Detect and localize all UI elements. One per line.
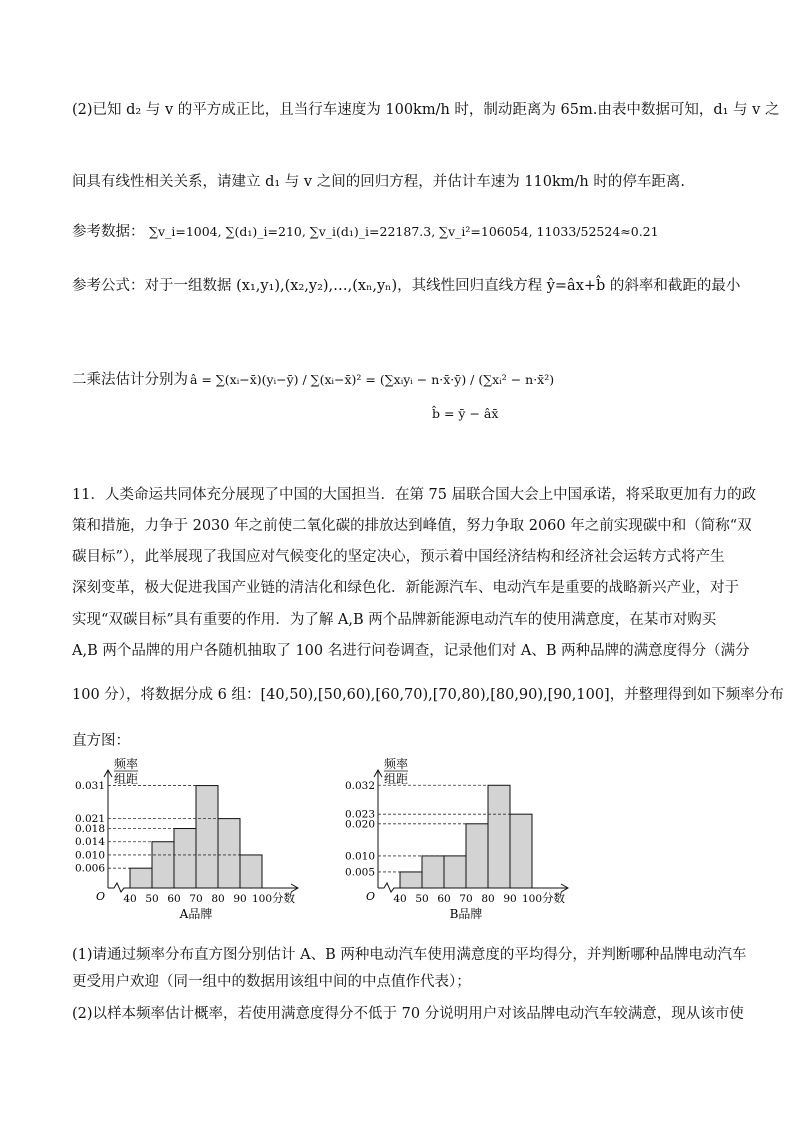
x-tick-label: 100: [521, 893, 543, 905]
p2-line2: 间具有线性相关关系，请建立 d₁ 与 v 之间的回归方程，并估计车速为 110km/h 时的停车距离.: [72, 174, 685, 190]
histogram-bar: [174, 829, 196, 888]
histogram-title: B品牌: [449, 907, 483, 921]
histogram-bar: [240, 855, 262, 888]
x-tick-label: 70: [189, 893, 203, 905]
x-axis-label: 分数: [542, 891, 565, 905]
reference-data-label: 参考数据：: [72, 224, 145, 240]
y-tick-label: 0.005: [344, 866, 375, 879]
y-tick-label: 0.023: [344, 808, 375, 821]
x-tick-label: 70: [459, 893, 473, 905]
question-11-line: 11．人类命运共同体充分展现了中国的大国担当．在第 75 届联合国大会上中国承诺，将采取更加有力的政: [72, 487, 757, 503]
histogram-bar: [466, 824, 488, 888]
x-tick-label: 60: [437, 893, 451, 905]
x-tick-label: 50: [145, 893, 159, 905]
x-tick-label: 90: [233, 893, 247, 905]
x-tick-label: 80: [211, 893, 225, 905]
question-11-line: 策和措施，力争于 2030 年之前使二氧化碳的排放达到峰值，努力争取 2060 年之前实现碳中和（简称“双: [72, 518, 752, 534]
y-tick-label: 0.014: [74, 836, 105, 849]
histogram-bar: [488, 785, 510, 888]
histogram-bar: [422, 856, 444, 888]
question-11-line: 实现“双碳目标”具有重要的作用．为了解 A,B 两个品牌新能源电动汽车的使用满意度，在某市对购买: [72, 612, 717, 628]
subquestion-1-line1: (1)请通过频率分布直方图分别估计 A、B 两种电动汽车使用满意度的平均得分，并判断哪种品牌电动汽车: [72, 947, 747, 963]
histogram-bar: [218, 819, 240, 888]
subquestion-1-line2: 更受用户欢迎（同一组中的数据用该组中间的中点值作代表）；: [72, 974, 471, 990]
histogram-bar: [510, 814, 532, 888]
x-tick-label: 40: [123, 893, 137, 905]
origin-label: O: [366, 890, 376, 903]
x-tick-label: 90: [503, 893, 517, 905]
histogram-title: A品牌: [179, 907, 213, 921]
reference-data: [72, 222, 659, 242]
question-11-line: 深刻变革，极大促进我国产业链的清洁化和绿色化．新能源汽车、电动汽车是重要的战略新兴产业，对于: [72, 580, 739, 596]
question-11-line: 直方图：: [72, 733, 130, 749]
y-tick-label: 0.018: [74, 823, 105, 836]
ols-prefix: 二乘法估计分别为: [72, 372, 188, 388]
reference-formula-line: 参考公式：对于一组数据 (x₁,y₁),(x₂,y₂),…,(xₙ,yₙ)，其线性回归直线方程 ŷ=âx+b̂ 的斜率和截距的最小: [72, 278, 741, 294]
b-hat-formula: b̂ = ȳ − âx̄: [432, 406, 499, 421]
y-label-top: 频率: [114, 757, 139, 771]
origin-label: O: [96, 890, 106, 903]
histogram-b: [330, 752, 580, 924]
y-tick-label: 0.006: [74, 862, 105, 875]
a-hat-formula: â = ∑(xᵢ−x̄)(yᵢ−ȳ) / ∑(xᵢ−x̄)² = (∑xᵢyᵢ − n·x̄·ȳ) / (∑xᵢ² − n·x̄²): [190, 372, 555, 387]
p2-line1: (2)已知 d₂ 与 v 的平方成正比，且当行车速度为 100km/h 时，制动距离为 65m.由表中数据可知，d₁ 与 v 之: [72, 102, 780, 118]
histogram-bar: [196, 786, 218, 888]
x-tick-label: 60: [167, 893, 181, 905]
y-tick-label: 0.020: [344, 818, 375, 831]
histogram-bar: [130, 868, 152, 888]
x-tick-label: 80: [481, 893, 495, 905]
reference-data-values: ∑v_i=1004, ∑(d₁)_i=210, ∑v_i(d₁)_i=22187.3, ∑v_i²=106054, 11033/52524≈0.21: [149, 224, 659, 239]
histogram-bar: [444, 856, 466, 888]
x-tick-label: 50: [415, 893, 429, 905]
y-tick-label: 0.010: [74, 849, 105, 862]
x-tick-label: 100: [251, 893, 273, 905]
subquestion-2: (2)以样本频率估计概率，若使用满意度得分不低于 70 分说明用户对该品牌电动汽车较满意，现从该市使: [72, 1006, 744, 1022]
histogram-a: [60, 752, 310, 924]
histogram-bar: [400, 872, 422, 888]
question-11-line: 100 分），将数据分成 6 组：[40,50),[50,60),[60,70),[70,80),[80,90),[90,100]，并整理得到如下频率分布: [72, 687, 784, 703]
y-label-bottom: 组距: [384, 772, 409, 786]
y-tick-label: 0.032: [344, 779, 375, 792]
question-11-line: A,B 两个品牌的用户各随机抽取了 100 名进行问卷调查，记录他们对 A、B 两种品牌的满意度得分（满分: [72, 643, 750, 659]
histogram-bar: [152, 842, 174, 888]
y-tick-label: 0.031: [74, 780, 105, 793]
x-axis-label: 分数: [272, 891, 295, 905]
y-label-top: 频率: [384, 757, 409, 771]
x-tick-label: 40: [393, 893, 407, 905]
y-tick-label: 0.010: [344, 850, 375, 863]
y-label-bottom: 组距: [114, 772, 139, 786]
question-11-line: 碳目标”），此举展现了我国应对气候变化的坚定决心，预示着中国经济结构和经济社会运转方式将产生: [72, 549, 725, 565]
y-tick-label: 0.021: [74, 813, 105, 826]
